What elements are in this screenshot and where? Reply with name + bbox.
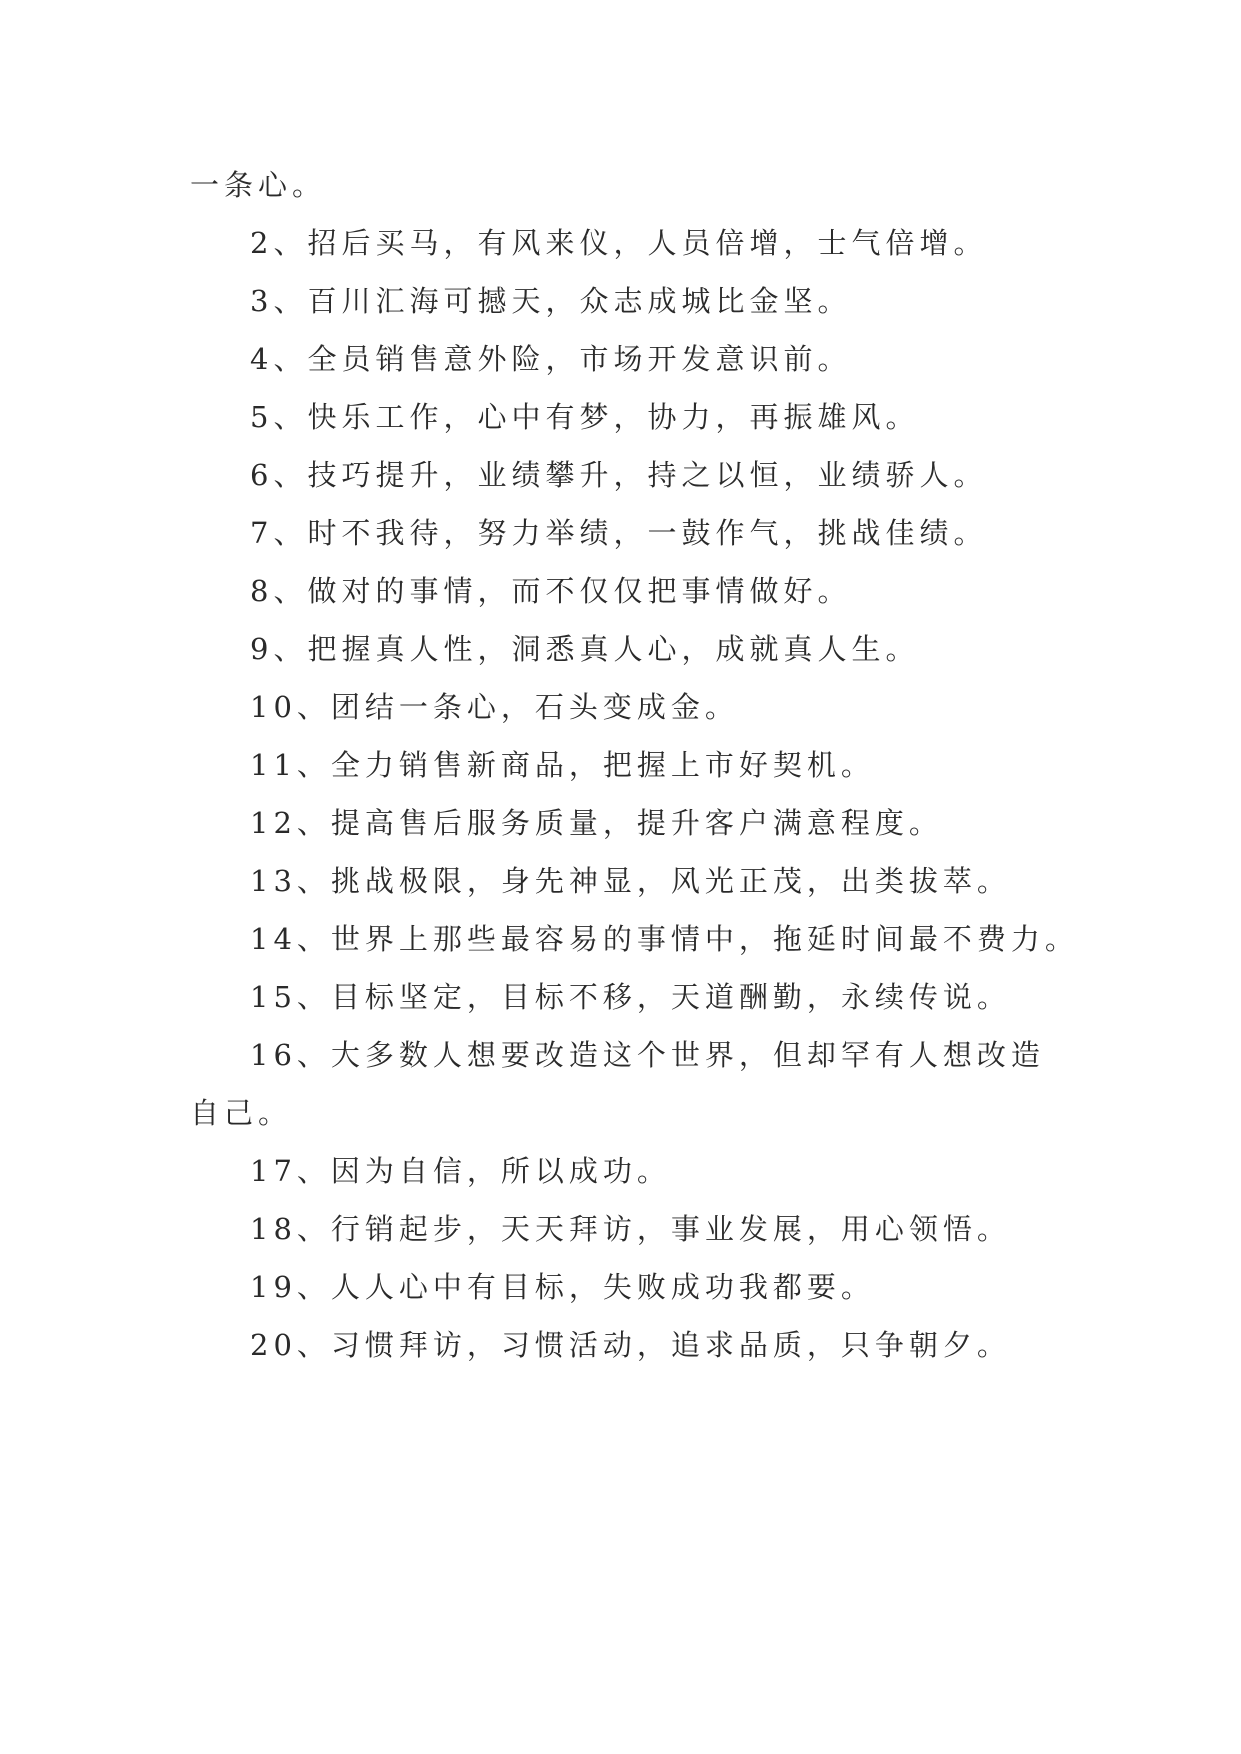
text-line-2: 2、招后买马，有风来仪，人员倍增，士气倍增。 <box>250 226 988 260</box>
text-line-13: 13、挑战极限，身先神显，风光正茂，出类拔萃。 <box>250 864 1011 898</box>
text-line-7: 7、时不我待，努力举绩，一鼓作气，挑战佳绩。 <box>250 516 988 550</box>
text-line-3: 3、百川汇海可撼天，众志成城比金坚。 <box>250 284 852 318</box>
text-line-9: 9、把握真人性，洞悉真人心，成就真人生。 <box>250 632 920 666</box>
text-line-20: 20、习惯拜访，习惯活动，追求品质，只争朝夕。 <box>250 1328 1011 1362</box>
text-line-19: 19、人人心中有目标，失败成功我都要。 <box>250 1270 875 1304</box>
text-line-17: 17、因为自信，所以成功。 <box>250 1154 671 1188</box>
text-line-11: 11、全力销售新商品，把握上市好契机。 <box>250 748 875 782</box>
text-line-15: 15、目标坚定，目标不移，天道酬勤，永续传说。 <box>250 980 1011 1014</box>
text-line-14: 14、世界上那些最容易的事情中，拖延时间最不费力。 <box>250 922 1079 956</box>
text-line-10: 10、团结一条心，石头变成金。 <box>250 690 739 724</box>
text-line-18: 18、行销起步，天天拜访，事业发展，用心领悟。 <box>250 1212 1011 1246</box>
text-line-6: 6、技巧提升，业绩攀升，持之以恒，业绩骄人。 <box>250 458 988 492</box>
text-line-4: 4、全员销售意外险，市场开发意识前。 <box>250 342 852 376</box>
text-line-8: 8、做对的事情，而不仅仅把事情做好。 <box>250 574 852 608</box>
text-line-continuation: 一条心。 <box>190 168 327 202</box>
text-line-16: 16、大多数人想要改造这个世界，但却罕有人想改造自己。 <box>190 1038 1045 1130</box>
text-line-12: 12、提高售后服务质量，提升客户满意程度。 <box>250 806 943 840</box>
document-body <box>190 156 1090 1374</box>
text-line-5: 5、快乐工作，心中有梦，协力，再振雄风。 <box>250 400 920 434</box>
